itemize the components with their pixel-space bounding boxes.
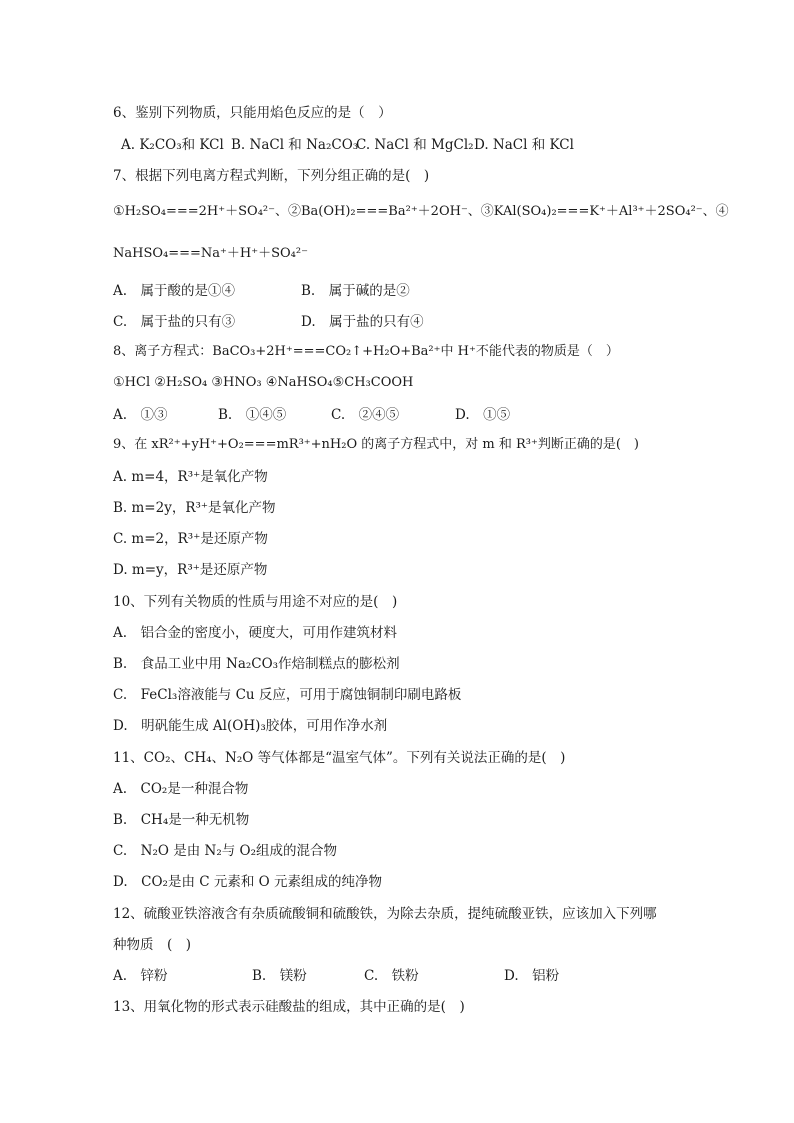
q11-option-b: B. CH₄是一种无机物 bbox=[113, 812, 250, 828]
q12-option-b: B. 镁粉 bbox=[252, 968, 307, 984]
q8-option-d: D. ①⑤ bbox=[455, 407, 511, 423]
q7-equations-line1: ①H₂SO₄===2H⁺＋SO₄²⁻、②Ba(OH)₂===Ba²⁺＋2OH⁻、③KAl(SO₄)₂===K⁺＋Al³⁺＋2SO₄²⁻、④ bbox=[113, 204, 729, 219]
q11-option-a: A. CO₂是一种混合物 bbox=[113, 781, 249, 797]
q12-option-d: D. 铝粉 bbox=[504, 968, 560, 984]
q11-option-d: D. CO₂是由 C 元素和 O 元素组成的纯净物 bbox=[113, 874, 383, 890]
q12-stem-line2: 种物质 ( ) bbox=[113, 937, 192, 953]
q9-option-a: A. m=4，R³⁺是氧化产物 bbox=[113, 469, 268, 485]
q6-option-c: C. NaCl 和 MgCl₂ bbox=[356, 137, 474, 153]
q6-option-b: B. NaCl 和 Na₂CO₃ bbox=[231, 137, 359, 153]
q11-stem: 11、CO₂、CH₄、N₂O 等气体都是“温室气体”。下列有关说法正确的是( ) bbox=[113, 750, 566, 766]
q9-stem: 9、在 xR²⁺+yH⁺+O₂===mR³⁺+nH₂O 的离子方程式中，对 m 和 R³⁺判断正确的是( ) bbox=[113, 437, 639, 452]
q12-option-a: A. 锌粉 bbox=[113, 968, 168, 984]
q12-option-c: C. 铁粉 bbox=[364, 968, 419, 984]
q10-stem: 10、下列有关物质的性质与用途不对应的是( ) bbox=[113, 594, 398, 610]
q7-option-b: B. 属于碱的是② bbox=[301, 283, 410, 299]
q7-stem: 7、根据下列电离方程式判断，下列分组正确的是( ) bbox=[113, 168, 430, 184]
q8-list: ①HCl ②H₂SO₄ ③HNO₃ ④NaHSO₄⑤CH₃COOH bbox=[113, 375, 414, 390]
q9-option-c: C. m=2，R³⁺是还原产物 bbox=[113, 531, 268, 547]
q10-option-a: A. 铝合金的密度小，硬度大，可用作建筑材料 bbox=[113, 625, 398, 641]
q10-option-b: B. 食品工业中用 Na₂CO₃作焙制糕点的膨松剂 bbox=[113, 656, 400, 672]
q6-option-a: A. K₂CO₃和 KCl bbox=[121, 137, 224, 153]
q10-option-d: D. 明矾能生成 Al(OH)₃胶体，可用作净水剂 bbox=[113, 718, 388, 734]
q6-stem: 6、鉴别下列物质，只能用焰色反应的是（ ） bbox=[113, 105, 392, 121]
q7-option-c: C. 属于盐的只有③ bbox=[113, 314, 236, 330]
q6-option-d: D. NaCl 和 KCl bbox=[474, 137, 574, 153]
q7-option-d: D. 属于盐的只有④ bbox=[301, 314, 424, 330]
q8-option-a: A. ①③ bbox=[113, 407, 168, 423]
q7-equations-line2: NaHSO₄===Na⁺＋H⁺＋SO₄²⁻ bbox=[113, 246, 308, 261]
q13-stem: 13、用氧化物的形式表示硅酸盐的组成，其中正确的是( ) bbox=[113, 999, 465, 1015]
q8-stem: 8、离子方程式：BaCO₃+2H⁺===CO₂↑+H₂O+Ba²⁺中 H⁺不能代表的物质是（ ） bbox=[113, 344, 619, 359]
q8-option-c: C. ②④⑤ bbox=[331, 407, 400, 423]
q9-option-b: B. m=2y，R³⁺是氧化产物 bbox=[113, 500, 276, 516]
q12-stem-line1: 12、硫酸亚铁溶液含有杂质硫酸铜和硫酸铁，为除去杂质，提纯硫酸亚铁，应该加入下列哪 bbox=[113, 906, 657, 922]
q11-option-c: C. N₂O 是由 N₂与 O₂组成的混合物 bbox=[113, 843, 338, 859]
q10-option-c: C. FeCl₃溶液能与 Cu 反应，可用于腐蚀铜制印刷电路板 bbox=[113, 687, 462, 703]
q8-option-b: B. ①④⑤ bbox=[218, 407, 287, 423]
q7-option-a: A. 属于酸的是①④ bbox=[113, 283, 236, 299]
q9-option-d: D. m=y，R³⁺是还原产物 bbox=[113, 562, 268, 578]
